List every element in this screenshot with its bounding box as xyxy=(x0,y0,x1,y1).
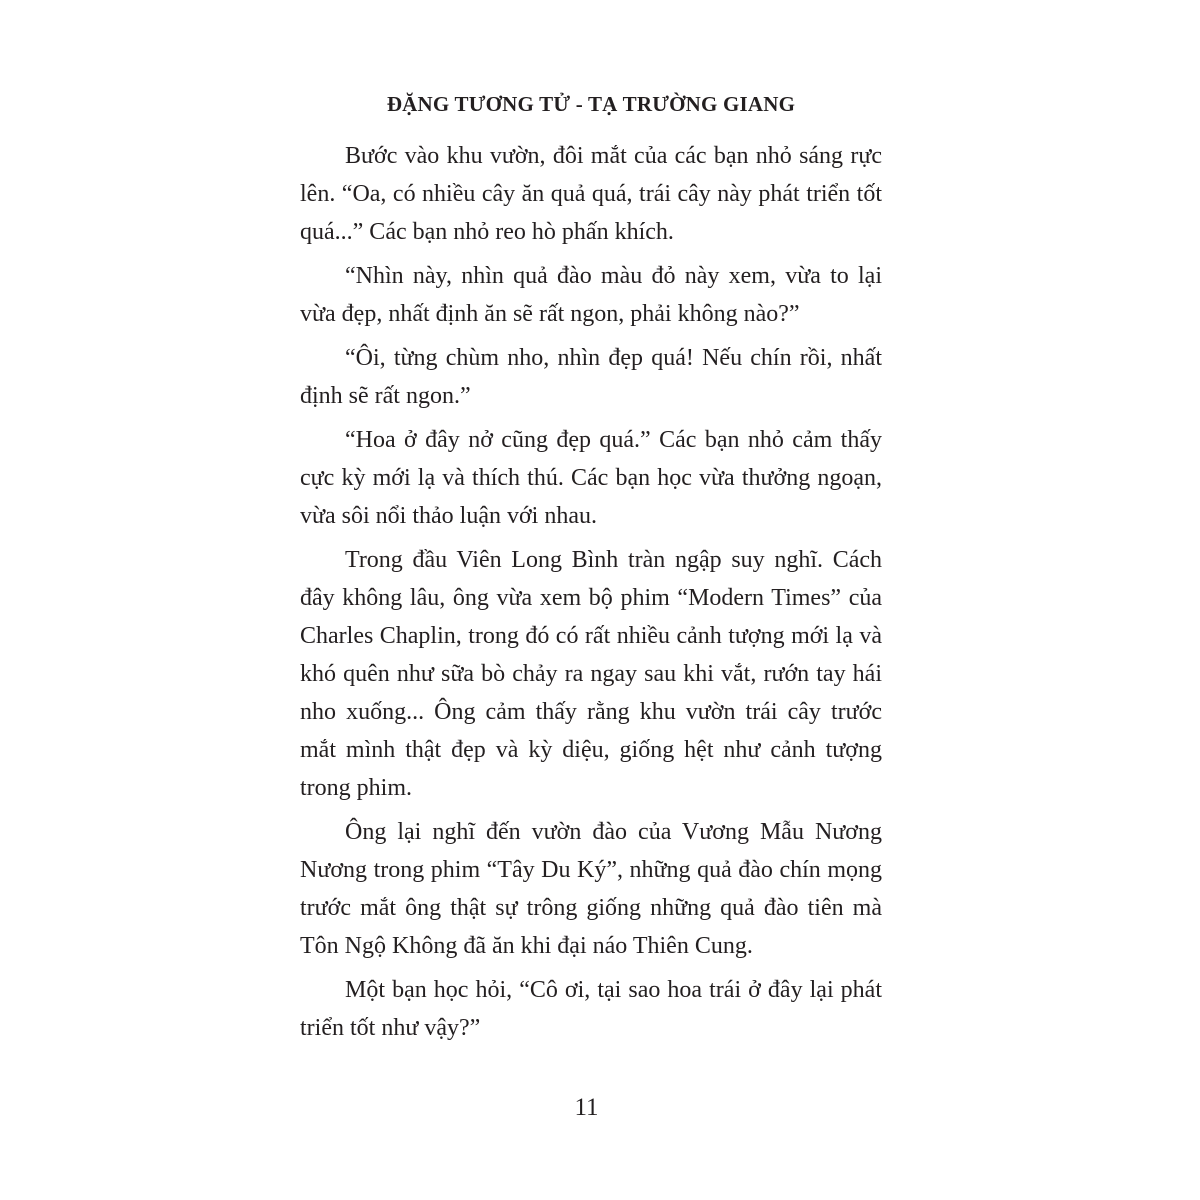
paragraph: Trong đầu Viên Long Bình tràn ngập suy nghĩ. Cách đây không lâu, ông vừa xem bộ phim “Modern Times” của Charles Chaplin, trong đó có rất nhiều cảnh tượng mới lạ và khó quên như sữa bò chảy ra ngay sau khi vắt, rướn tay hái nho xuống... Ông cảm thấy rằng khu vườn trái cây trước mắt mình thật đẹp và kỳ diệu, giống hệt như cảnh tượng trong phim. xyxy=(300,547,882,801)
body-text xyxy=(300,137,882,1053)
paragraph: Bước vào khu vườn, đôi mắt của các bạn nhỏ sáng rực lên. “Oa, có nhiều cây ăn quả quá, trái cây này phát triển tốt quá...” Các bạn nhỏ reo hò phấn khích. xyxy=(300,143,882,245)
paragraph: “Nhìn này, nhìn quả đào màu đỏ này xem, vừa to lại vừa đẹp, nhất định ăn sẽ rất ngon, phải không nào?” xyxy=(300,263,882,327)
paragraph: Một bạn học hỏi, “Cô ơi, tại sao hoa trái ở đây lại phát triển tốt như vậy?” xyxy=(300,977,882,1041)
page-number: 11 xyxy=(574,1094,599,1121)
paragraph: “Ôi, từng chùm nho, nhìn đẹp quá! Nếu chín rồi, nhất định sẽ rất ngon.” xyxy=(300,345,882,409)
paragraph: “Hoa ở đây nở cũng đẹp quá.” Các bạn nhỏ cảm thấy cực kỳ mới lạ và thích thú. Các bạn học vừa thưởng ngoạn, vừa sôi nổi thảo luận với nhau. xyxy=(300,427,882,529)
running-head-title: ĐẶNG TƯƠNG TỬ - TẠ TRƯỜNG GIANG xyxy=(386,92,796,116)
paragraph: Ông lại nghĩ đến vườn đào của Vương Mẫu Nương Nương trong phim “Tây Du Ký”, những quả đào chín mọng trước mắt ông thật sự trông giống những quả đào tiên mà Tôn Ngộ Không đã ăn khi đại náo Thiên Cung. xyxy=(300,819,882,959)
